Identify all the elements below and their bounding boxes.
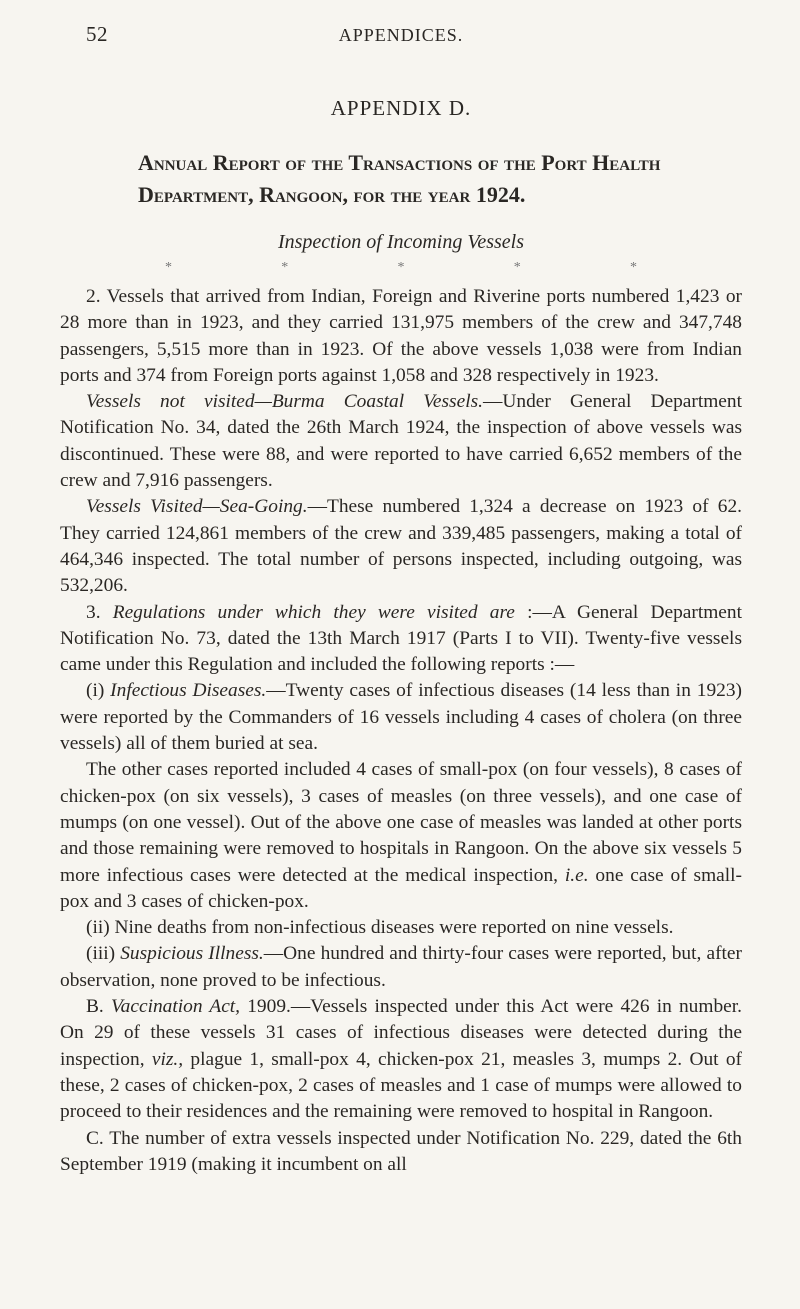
paragraph-heading: Infectious Diseases.	[110, 680, 267, 702]
appendix-title: APPENDIX D.	[330, 96, 472, 120]
running-title: APPENDICES.	[338, 25, 464, 45]
paragraph-prefix: (i)	[86, 680, 111, 702]
paragraph-abbreviation: i.e.	[564, 864, 589, 886]
paragraph-vaccination-act	[60, 994, 742, 1125]
paragraph-heading: Regulations under which they were visited are	[112, 601, 515, 623]
paragraph-body-tail: one case of small-pox and 3 cases of chicken-pox.	[60, 864, 742, 912]
paragraph-vessels-not-visited	[60, 389, 742, 494]
section-title: Inspection of Incoming Vessels	[277, 231, 525, 253]
running-head	[60, 22, 742, 58]
paragraph-heading: Vaccination Act,	[110, 996, 241, 1018]
paragraph-body: 1909.—Vessels inspected under this Act were 426 in number. On 29 of these vessels 31 cases of infectious diseases were detected during the inspection,	[60, 996, 742, 1070]
body-text	[60, 284, 742, 1178]
paragraph-suspicious-illness	[60, 941, 742, 994]
report-title	[60, 147, 742, 211]
paragraph-body-tail: plague 1, small-pox 4, chicken-pox 21, measles 3, mumps 2. Out of these, 2 cases of chicken-pox, 2 cases of measles and 1 case of mumps were allowed to proceed to their residences and the remaining were removed to hospital in Rangoon.	[60, 1048, 742, 1123]
report-title-line-1: Annual Report of the Transactions of the Port Health	[138, 150, 661, 175]
paragraph-heading: Vessels not visited—Burma Coastal Vessels.	[86, 391, 483, 413]
paragraph-vessels-visited	[60, 494, 742, 599]
paragraph-prefix: (iii)	[86, 943, 121, 965]
paragraph-heading: Suspicious Illness.	[120, 943, 264, 965]
separator-star: *	[630, 260, 637, 275]
report-title-line-2: Department, Rangoon, for the year 1924.	[138, 182, 526, 207]
paragraph-prefix: B.	[86, 996, 111, 1018]
paragraph-body: —One hundred and thirty-four cases were reported, but, after observation, none proved to be infectious.	[60, 943, 742, 991]
separator-star: *	[281, 260, 289, 275]
paragraph-infectious-diseases	[60, 678, 742, 757]
paragraph-body: —Under General Department Notification No. 34, dated the 26th March 1924, the inspection of above vessels was discontinued. These were 88, and were reported to have carried 6,652 members of the crew and 7,916 passengers.	[60, 391, 742, 492]
separator-star: *	[397, 260, 405, 275]
page-number: 52	[86, 22, 108, 46]
separator-star: *	[513, 260, 521, 275]
paragraph-vessels-arrived: 2. Vessels that arrived from Indian, Foreign and Riverine ports numbered 1,423 or 28 more than in 1923, and they carried 131,975 members of the crew and 347,748 passengers, 5,515 more than in 1923. Of the above vessels 1,038 were from Indian ports and 374 from Foreign ports against 1,058 and 328 respectively in 1923.	[60, 286, 742, 386]
section-separator	[165, 260, 637, 276]
paragraph-body: :—A General Department Notification No. 73, dated the 13th March 1917 (Parts I to VII). Twenty-five vessels came under this Regulation and included the following reports :—	[60, 601, 742, 676]
paragraph-abbreviation: viz.,	[151, 1048, 184, 1070]
paragraph-body: —These numbered 1,324 a decrease on 1923 of 62. They carried 124,861 members of the crew and 339,485 passengers, making a total of 464,346 inspected. The total number of persons inspected, including outgoing, was 532,206.	[60, 496, 742, 597]
paragraph-body: —Twenty cases of infectious diseases (14 less than in 1923) were reported by the Commanders of 16 vessels including 4 cases of cholera (on three vessels) all of them buried at sea.	[60, 680, 742, 755]
paragraph-extra-vessels: C. The number of extra vessels inspected under Notification No. 229, dated the 6th September 1919 (making it incumbent on all	[60, 1127, 742, 1175]
paragraph-non-infectious-deaths: (ii) Nine deaths from non-infectious diseases were reported on nine vessels.	[86, 917, 674, 939]
paragraph-prefix: 3.	[86, 601, 113, 623]
paragraph-heading: Vessels Visited—Sea-Going.	[86, 496, 308, 518]
separator-star: *	[165, 260, 172, 275]
paragraph-other-cases	[60, 757, 742, 915]
paragraph-regulations	[60, 600, 742, 679]
paragraph-body: The other cases reported included 4 cases of small-pox (on four vessels), 8 cases of chicken-pox (on six vessels), 3 cases of measles (on three vessels), and one case of mumps (on one vessel). Out of the above one case of measles was landed at other ports and those remaining were removed to hospitals in Rangoon. On the above six vessels 5 more infectious cases were detected at the medical inspection,	[60, 759, 742, 886]
